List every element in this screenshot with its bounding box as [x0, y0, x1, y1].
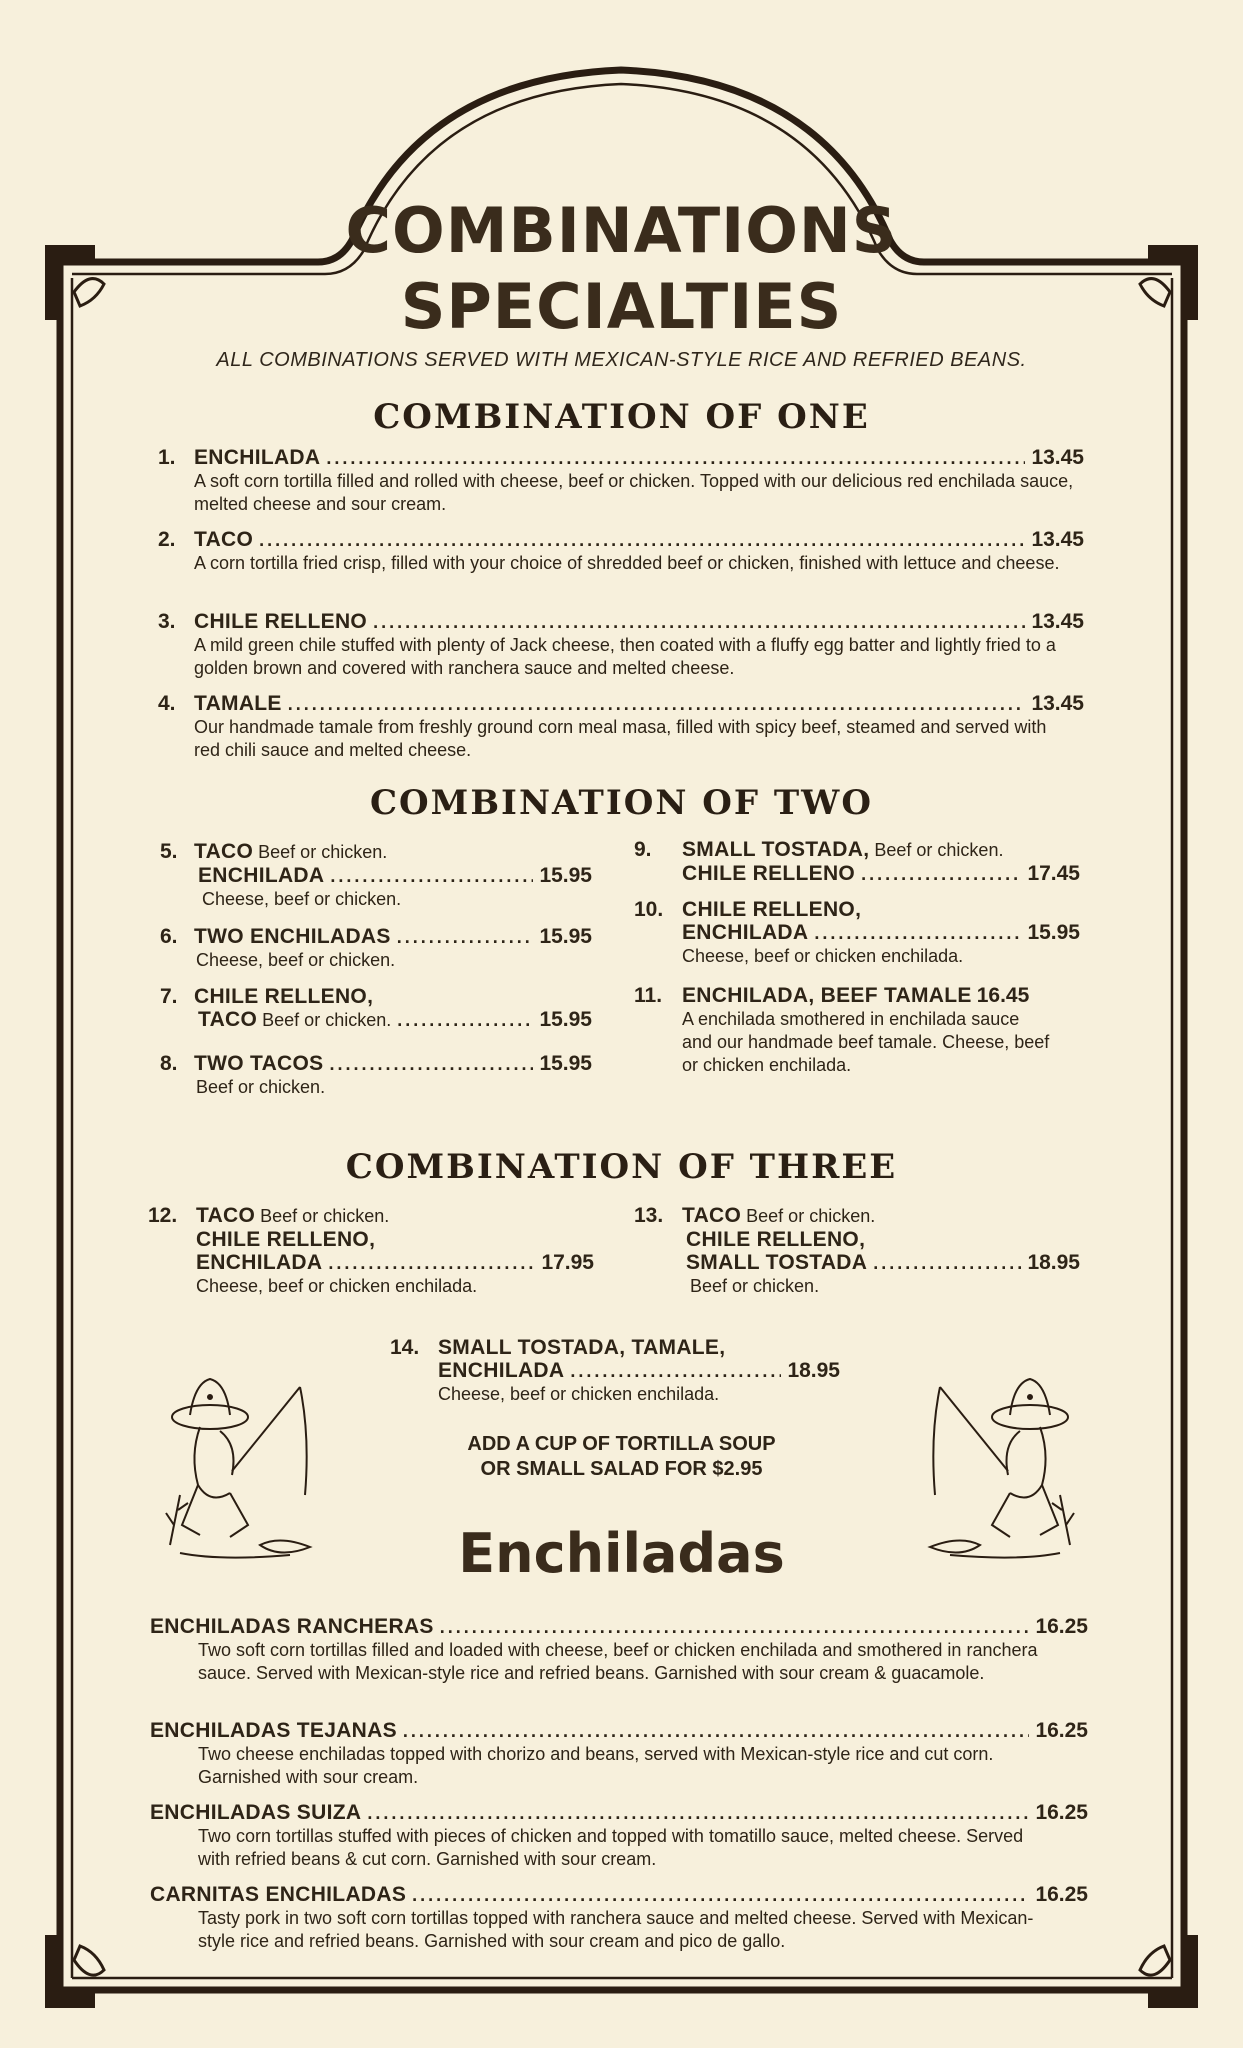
item-name: TACO — [194, 528, 254, 551]
item-note: Beef or chicken. — [746, 1206, 876, 1226]
item-name: SMALL TOSTADA, — [682, 838, 870, 861]
item-description: Two cheese enchiladas topped with chorizo and beans, served with Mexican-style rice and cut corn. Garnished with sour cream. — [198, 1744, 994, 1787]
menu-item — [150, 1883, 1088, 1953]
item-name: CHILE RELLENO — [194, 610, 368, 633]
menu-item — [160, 1052, 592, 1099]
item-description: Cheese, beef or chicken. — [202, 889, 402, 909]
item-name: ENCHILADA — [194, 446, 321, 469]
item-price: 15.95 — [1027, 921, 1080, 944]
dot-leader — [397, 926, 534, 949]
item-price: 13.45 — [1031, 610, 1084, 633]
dot-leader — [814, 922, 1021, 945]
item-name: ENCHILADAS RANCHERAS — [150, 1615, 434, 1638]
section-heading-combination-one: COMBINATION OF ONE — [373, 397, 870, 437]
item-name: ENCHILADA — [682, 921, 809, 944]
item-name: CARNITAS ENCHILADAS — [150, 1883, 407, 1906]
item-price: 16.25 — [1035, 1615, 1088, 1638]
menu-item — [158, 528, 1084, 575]
menu-item — [148, 1204, 594, 1298]
item-price: 15.95 — [539, 925, 592, 948]
item-price: 17.45 — [1027, 862, 1080, 885]
item-number: 13. — [634, 1204, 664, 1227]
item-price: 15.95 — [539, 1052, 592, 1075]
menu-item — [150, 1615, 1088, 1685]
dot-leader — [440, 1616, 1030, 1639]
item-number: 6. — [160, 925, 178, 948]
item-name: CHILE RELLENO, — [686, 1228, 866, 1251]
dot-leader — [570, 1360, 781, 1383]
menu-title-line2: SPECIALTIES — [400, 270, 843, 343]
item-name: ENCHILADA — [196, 1251, 323, 1274]
item-number: 1. — [158, 446, 176, 469]
dot-leader — [259, 529, 1025, 552]
item-price: 16.25 — [1035, 1801, 1088, 1824]
item-description: A mild green chile stuffed with plenty of Jack cheese, then coated with a fluffy egg batter and lightly fried to a golden brown and covered with ranchera sauce and melted cheese. — [194, 635, 1056, 678]
item-description: Two corn tortillas stuffed with pieces of chicken and topped with tomatillo sauce, melted cheese. Served with refried beans & cut corn. Garnished with sour cream. — [198, 1826, 1024, 1869]
item-number: 12. — [148, 1204, 178, 1227]
item-name: ENCHILADAS TEJANAS — [150, 1719, 397, 1742]
dot-leader — [373, 611, 1025, 634]
dot-leader — [412, 1884, 1029, 1907]
dot-leader — [367, 1802, 1029, 1825]
item-name: TWO ENCHILADAS — [194, 925, 391, 948]
menu-title-line1: COMBINATIONS — [345, 194, 898, 267]
dot-leader — [330, 865, 533, 888]
item-price: 13.45 — [1031, 528, 1084, 551]
item-number: 9. — [634, 838, 652, 861]
section-heading-combination-three: COMBINATION OF THREE — [345, 1147, 898, 1187]
item-name: CHILE RELLENO, — [194, 985, 374, 1008]
item-description: A enchilada smothered in enchilada sauce and our handmade beef tamale. Cheese, beef or chicken enchilada. — [682, 1009, 1050, 1075]
section-heading-enchiladas: Enchiladas — [458, 1522, 785, 1585]
item-price: 13.45 — [1031, 446, 1084, 469]
menu-item — [634, 1204, 1080, 1298]
dot-leader — [873, 1252, 1021, 1275]
item-name: ENCHILADA — [438, 1359, 565, 1382]
item-description: Beef or chicken. — [196, 1077, 326, 1097]
item-price: 16.25 — [1035, 1883, 1088, 1906]
item-name: CHILE RELLENO — [682, 862, 856, 885]
item-number: 3. — [158, 610, 176, 633]
item-number: 5. — [160, 840, 178, 863]
item-note: Beef or chicken. — [262, 1010, 392, 1030]
dot-leader — [861, 863, 1021, 886]
dot-leader — [397, 1009, 533, 1032]
menu-item — [160, 840, 592, 911]
item-note: Beef or chicken. — [258, 842, 388, 862]
item-name: TWO TACOS — [194, 1052, 324, 1075]
item-name: TACO — [682, 1204, 742, 1227]
item-description: A soft corn tortilla filled and rolled with cheese, beef or chicken. Topped with our delicious red enchilada sauce, melted cheese and sour cream. — [194, 471, 1074, 514]
item-number: 7. — [160, 985, 178, 1008]
menu-item — [160, 985, 592, 1032]
addon-line-1: ADD A CUP OF TORTILLA SOUP — [467, 1433, 776, 1455]
dot-leader — [326, 447, 1025, 470]
menu-item — [634, 898, 1080, 968]
addon-line-2: OR SMALL SALAD FOR $2.95 — [480, 1458, 763, 1480]
menu-item — [150, 1719, 1088, 1789]
menu-item — [158, 692, 1084, 762]
item-description: Two soft corn tortillas filled and loaded with cheese, beef or chicken enchilada and smothered in ranchera sauce. Served with Mexican-style rice and refried beans. Garnished with sour cream & guacamole. — [198, 1640, 1038, 1683]
item-description: Cheese, beef or chicken enchilada. — [196, 1276, 478, 1296]
item-number: 4. — [158, 692, 176, 715]
item-price: 18.95 — [787, 1359, 840, 1382]
item-description: Cheese, beef or chicken enchilada. — [438, 1384, 720, 1404]
item-name: ENCHILADAS SUIZA — [150, 1801, 362, 1824]
item-number: 2. — [158, 528, 176, 551]
item-description: A corn tortilla fried crisp, filled with your choice of shredded beef or chicken, finished with lettuce and cheese. — [194, 553, 1060, 573]
item-price: 16.45 — [976, 984, 1030, 1007]
item-number: 11. — [634, 984, 663, 1007]
menu-item — [160, 925, 592, 972]
menu-item — [158, 610, 1084, 680]
item-price: 15.95 — [539, 1008, 592, 1031]
item-name: TACO — [194, 840, 254, 863]
item-price: 15.95 — [539, 864, 592, 887]
dot-leader — [288, 693, 1026, 716]
item-price: 18.95 — [1027, 1251, 1080, 1274]
item-name: CHILE RELLENO, — [682, 898, 862, 921]
item-name: SMALL TOSTADA — [686, 1251, 868, 1274]
item-note: Beef or chicken. — [260, 1206, 390, 1226]
item-number: 8. — [160, 1052, 178, 1075]
item-number: 14. — [390, 1336, 420, 1359]
item-price: 13.45 — [1031, 692, 1084, 715]
menu-item — [150, 1801, 1088, 1871]
item-description: Tasty pork in two soft corn tortillas topped with ranchera sauce and melted cheese. Served with Mexican-style rice and refried beans. Garnished with sour cream and pico de gallo. — [198, 1908, 1034, 1951]
item-name: CHILE RELLENO, — [196, 1228, 376, 1251]
item-name: TAMALE — [194, 692, 282, 715]
item-description: Beef or chicken. — [690, 1276, 820, 1296]
item-name: TACO — [198, 1008, 258, 1031]
item-number: 10. — [634, 898, 664, 921]
item-price: 17.95 — [541, 1251, 594, 1274]
item-note: Beef or chicken. — [874, 840, 1004, 860]
item-name: TACO — [196, 1204, 256, 1227]
dot-leader — [328, 1252, 535, 1275]
item-price: 16.25 — [1035, 1719, 1088, 1742]
menu-subtitle: ALL COMBINATIONS SERVED WITH MEXICAN-STYLE RICE AND REFRIED BEANS. — [216, 349, 1027, 371]
item-description: Our handmade tamale from freshly ground corn meal masa, filled with spicy beef, steamed and served with red chili sauce and melted cheese. — [194, 717, 1047, 760]
dot-leader — [403, 1720, 1030, 1743]
item-description: Cheese, beef or chicken. — [196, 950, 396, 970]
item-description: Cheese, beef or chicken enchilada. — [682, 946, 964, 966]
item-name: ENCHILADA, BEEF TAMALE — [682, 984, 972, 1007]
menu-item — [158, 446, 1084, 516]
item-name: SMALL TOSTADA, TAMALE, — [438, 1336, 726, 1359]
dot-leader — [329, 1053, 533, 1076]
section-heading-combination-two: COMBINATION OF TWO — [370, 783, 873, 823]
menu-item — [634, 838, 1080, 886]
item-name: ENCHILADA — [198, 864, 325, 887]
menu-item — [390, 1336, 840, 1406]
menu-item — [634, 984, 1080, 1077]
